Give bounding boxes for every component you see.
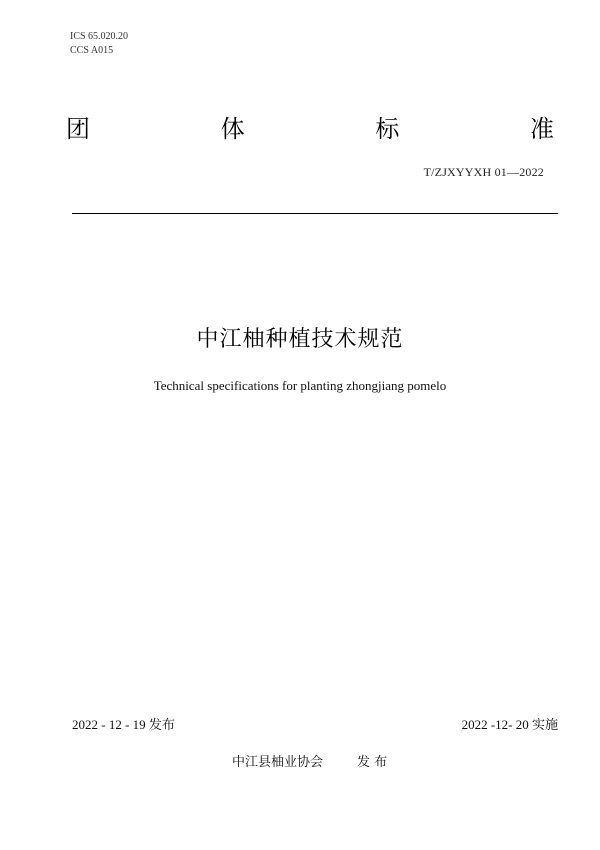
standard-type-char: 体 (220, 115, 245, 143)
implement-date-group (462, 714, 558, 733)
publisher-name: 中江县柚业协会 (232, 755, 324, 770)
publish-date: 2022 - 12 - 19 (72, 717, 146, 732)
header-divider (72, 213, 558, 214)
publisher-row (232, 751, 387, 770)
standard-type-heading (66, 114, 554, 144)
ics-code: ICS 65.020.20 (70, 31, 129, 42)
standard-type-char: 团 (66, 115, 90, 143)
document-title-english: Technical specifications for planting zhongjiang pomelo (153, 378, 447, 393)
implement-label: 实施 (531, 718, 558, 733)
standard-type-char: 准 (529, 115, 554, 143)
publish-date-group (72, 714, 175, 733)
publish-label: 发布 (148, 718, 175, 733)
document-title-chinese: 中江柚种植技术规范 (196, 327, 404, 352)
publisher-action: 发 布 (357, 755, 388, 770)
date-row (72, 714, 558, 733)
standard-code: T/ZJXYYXH 01—2022 (423, 165, 544, 179)
implement-date: 2022 -12- 20 (461, 717, 529, 732)
standard-type-char: 标 (375, 115, 400, 143)
ccs-code: CCS A015 (70, 45, 114, 56)
